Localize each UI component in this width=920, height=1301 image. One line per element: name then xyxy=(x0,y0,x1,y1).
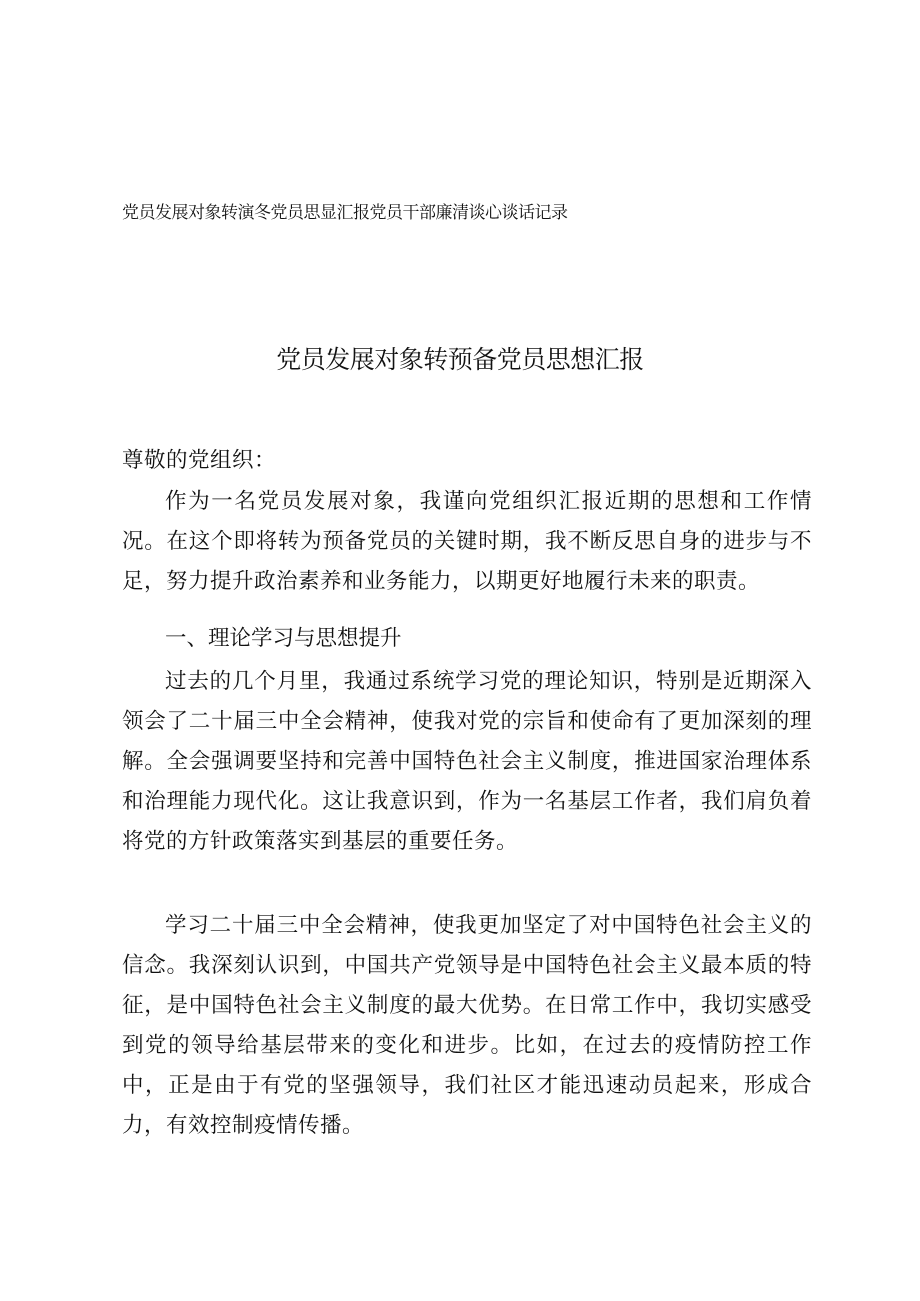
paragraph-intro: 作为一名党员发展对象，我谨向党组织汇报近期的思想和工作情况。在这个即将转为预备党员的关键时期，我不断反思自身的进步与不足，努力提升政治素养和业务能力，以期更好地履行未来的职责。 xyxy=(122,489,812,594)
paragraph-theory-study: 过去的几个月里，我通过系统学习党的理论知识，特别是近期深入领会了二十届三中全会精神，使我对党的宗旨和使命有了更加深刻的理解。全会强调要坚持和完善中国特色社会主义制度，推进国家治理体系和治理能力现代化。这让我意识到，作为一名基层工作者，我们肩负着将党的方针政策落实到基层的重要任务。 xyxy=(122,669,812,854)
running-header: 党员发展对象转演冬党员思显汇报党员干部廉清谈心谈话记录 xyxy=(122,203,568,223)
salutation: 尊敬的党组织： xyxy=(122,448,277,473)
paragraph-block xyxy=(122,662,812,862)
section-heading: 一、理论学习与思想提升 xyxy=(165,626,402,651)
paragraph-block xyxy=(122,482,812,602)
paragraph-belief: 学习二十届三中全会精神，使我更加坚定了对中国特色社会主义的信念。我深刻认识到，中国共产党领导是中国特色社会主义最本质的特征，是中国特色社会主义制度的最大优势。在日常工作中，我切实感受到党的领导给基层带来的变化和进步。比如，在过去的疫情防控工作中，正是由于有党的坚强领导，我们社区才能迅速动员起来，形成合力，有效控制疫情传播。 xyxy=(122,913,812,1138)
paragraph-block xyxy=(122,906,812,1146)
document-title: 党员发展对象转预备党员思想汇报 xyxy=(276,345,644,374)
